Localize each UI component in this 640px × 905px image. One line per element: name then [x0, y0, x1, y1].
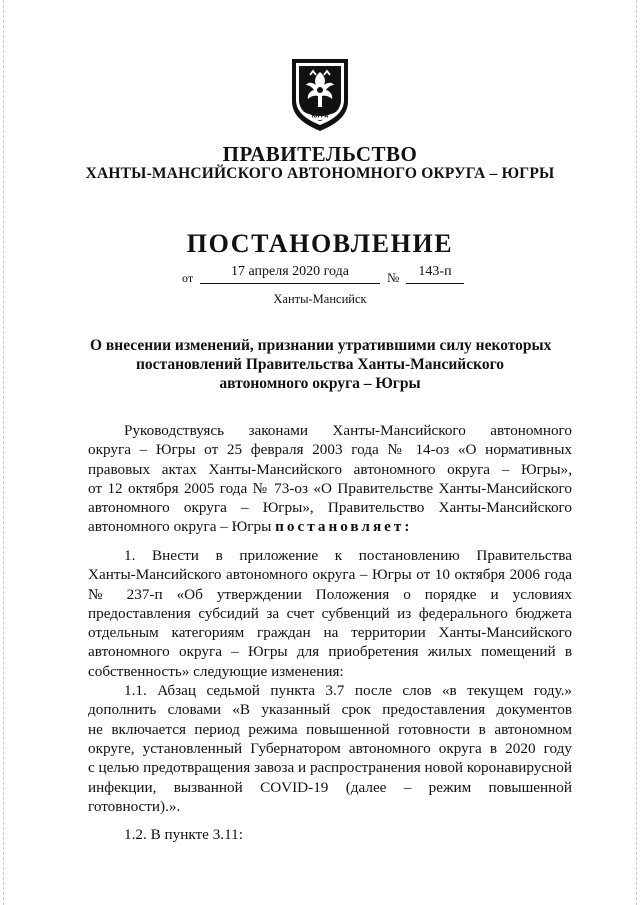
resolves-emphasis: постановляет:: [275, 518, 413, 536]
document-date: 17 апреля 2020 года: [200, 264, 380, 284]
paragraph-line: дополнить словами «В указанный срок предоставления документов: [88, 701, 572, 719]
scan-edge-left: [3, 0, 6, 905]
subject-line: автономного округа – Югры: [219, 375, 421, 392]
scan-edge-right: [634, 0, 637, 905]
government-title: ПРАВИТЕЛЬСТВО: [222, 142, 418, 166]
paragraph-line: № 237-п «Об утверждении Положения о порядке и условиях: [88, 585, 572, 603]
paragraph-text: автономного округа – Югры: [88, 518, 276, 536]
paragraph-line: предоставления субсидий за счет субвенций из федерального бюджета: [88, 604, 572, 622]
number-prefix: №: [387, 270, 400, 285]
document-date-line: [182, 264, 482, 286]
paragraph-line: с целью предотвращения завоза и распространения новой коронавирусной: [88, 759, 572, 777]
date-prefix: от: [182, 271, 194, 285]
paragraph-line: 1.2. В пункте 3.11:: [124, 826, 243, 843]
paragraph-line: Ханты-Мансийского автономного округа – Югры от 10 октября 2006 года: [88, 566, 572, 584]
paragraph-line: не включается период режима повышенной готовности в автономном: [88, 720, 572, 738]
yugra-coat-of-arms-icon: [288, 55, 352, 133]
item-1-paragraph: [88, 546, 572, 816]
paragraph-line: Руководствуясь законами Ханты-Мансийского автономного: [124, 422, 572, 439]
paragraph-line: от 12 октября 2005 года № 73-оз «О Правительстве Ханты-Мансийского: [88, 479, 572, 497]
preamble-paragraph: [88, 421, 572, 537]
subject-line: О внесении изменений, признании утратившими силу некоторых: [90, 337, 552, 354]
government-region: ХАНТЫ-МАНСИЙСКОГО АВТОНОМНОГО ОКРУГА – ЮГРЫ: [85, 165, 555, 182]
subject-line: постановлений Правительства Ханты-Мансийского: [136, 356, 504, 373]
paragraph-line: инфекции, вызванной COVID-19 (далее – режим повышенной: [88, 778, 572, 796]
paragraph-line: готовности).».: [88, 797, 181, 815]
paragraph-line: собственность» следующие изменения:: [88, 662, 344, 680]
paragraph-line: округа – Югры от 25 февраля 2003 года № 14-оз «О нормативных: [88, 441, 572, 459]
document-city: Ханты-Мансийск: [273, 292, 367, 306]
document-number: 143-п: [406, 264, 464, 284]
document-subject: [90, 336, 550, 393]
paragraph-line: правовых актах Ханты-Мансийского автономного округа – Югры»,: [88, 460, 572, 478]
paragraph-line: округе, установленный Губернатором автономного округа в 2020 году: [88, 739, 572, 757]
paragraph-line: 1. Внести в приложение к постановлению Правительства: [124, 547, 572, 564]
emblem-caption: ЮГРА: [311, 113, 329, 120]
paragraph-line: автономного округа – Югры», Правительство Ханты-Мансийского: [88, 499, 572, 517]
item-1-2-paragraph: [88, 825, 572, 844]
paragraph-line: [88, 517, 572, 536]
paragraph-line: 1.1. Абзац седьмой пункта 3.7 после слов «в текущем году.»: [124, 682, 572, 700]
document-type-heading: ПОСТАНОВЛЕНИЕ: [186, 229, 454, 258]
paragraph-line: отдельным категориям граждан на территории Ханты-Мансийского: [88, 624, 572, 642]
paragraph-line: автономного округа – Югры для приобретения жилых помещений в: [88, 643, 572, 661]
